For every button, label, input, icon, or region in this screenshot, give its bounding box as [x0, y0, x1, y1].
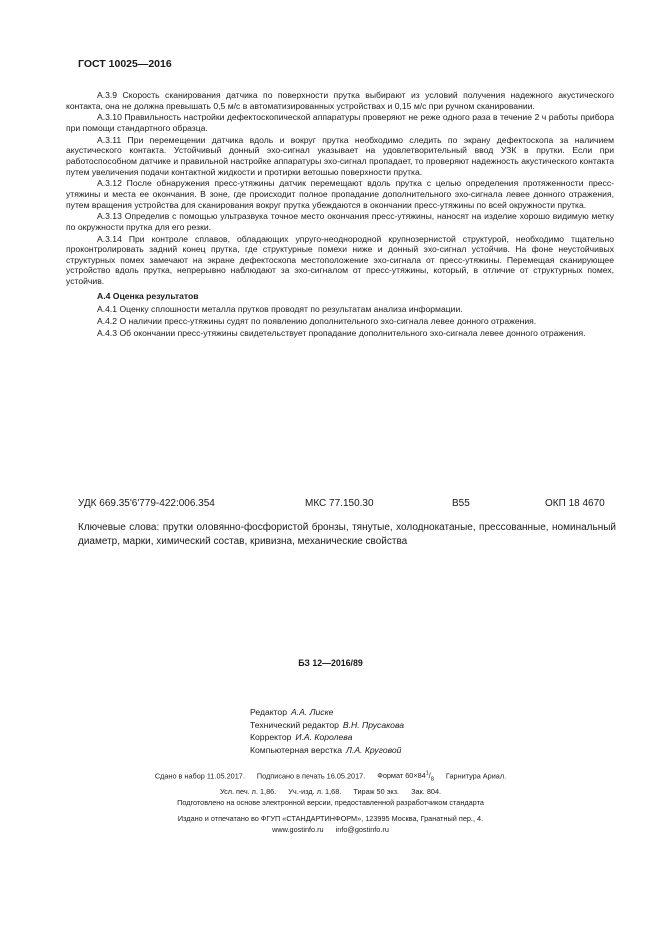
- okp-code: ОКП 18 4670: [545, 498, 605, 509]
- imprint-prepared: Подготовлено на основе электронной версии, предоставленной разработчиком стандарта: [177, 797, 484, 807]
- paragraph-a4-1: А.4.1 Оценку сплошности металла прутков проводят по результатам анализа информации.: [97, 304, 463, 315]
- credit-role: Технический редактор: [250, 719, 339, 730]
- imprint-contacts: [0, 824, 661, 835]
- paragraph-a3-10: А.3.10 Правильность настройки дефектоскопической аппаратуры проверяют не реже одного раза в течение 2 ч работы прибора при помощи стандартного образца.: [66, 112, 614, 133]
- credit-name: И.А. Королева: [295, 732, 353, 742]
- imprint-run: Тираж 50 экз.: [353, 786, 400, 796]
- paragraph-a3-13: А.3.13 Определив с помощью ультразвука точное место окончания пресс-утяжины, наносят на изделие хорошо видимую метку по окружности прутка для его резки.: [66, 211, 614, 232]
- credit-name: А.А. Лиске: [291, 707, 334, 717]
- credit-layout: [250, 744, 404, 757]
- page-header-doc-code: ГОСТ 10025—2016: [78, 58, 172, 70]
- imprint-print-details: [0, 769, 661, 808]
- paragraph-a3-14: А.3.14 При контроле сплавов, обладающих упруго-неоднородной крупнозернистой структурой, необходимо тщательно проконтролировать задний конец прутка, где структурные помехи ниже и донный эхо-сигнал устойчив. На фоне неустойчивых структурных помех замечают на экране дефектоскопа местоположение эхо-сигнала от пресс-утяжины. Перемещая сканирующее устройство вдоль прутка, непрерывно наблюдают за эхо-сигналом от пресс-утяжины, который, в отличие от структурных помех, устойчив.: [66, 233, 614, 287]
- udk-code: УДК 669.35'6'779-422:006.354: [78, 498, 215, 509]
- paragraph-a3-9: А.3.9 Скорость сканирования датчика по поверхности прутка выбирают из условий получения надежного акустического контакта, она не должна превышать 0,5 м/с в автоматизированных устройствах и 0,15 м/с при ручном сканировании.: [66, 90, 614, 111]
- mks-code: МКС 77.150.30: [305, 498, 374, 509]
- credits-block: [250, 706, 404, 756]
- credit-proofreader: [250, 731, 404, 744]
- credit-role: Корректор: [250, 732, 292, 742]
- paragraph-a4-2: А.4.2 О наличии пресс-утяжины судят по появлению дополнительного эхо-сигнала левее донного отражения.: [97, 316, 537, 326]
- imprint-format: Формат $60\times 84^1/_8$: [377, 771, 434, 783]
- email-link[interactable]: info@gostinfo.ru: [335, 825, 389, 834]
- credit-editor: [250, 706, 404, 719]
- document-body: [66, 90, 614, 340]
- paragraph-a4-3: А.4.3 Об окончании пресс-утяжины свидетельствует пропадание дополнительного эхо-сигнала левее донного отражения.: [97, 327, 586, 338]
- section-heading-a4: А.4 Оценка результатов: [97, 290, 199, 301]
- imprint-edition-sheets: Уч.-изд. л. 1,68.: [288, 786, 342, 796]
- website-link[interactable]: www.gostinfo.ru: [272, 825, 324, 834]
- credit-role: Редактор: [250, 707, 287, 717]
- group-code: В55: [452, 498, 470, 509]
- imprint-line-1: [0, 769, 661, 786]
- credit-name: В.Н. Прусакова: [342, 719, 405, 730]
- paragraph-a3-11: А.3.11 При перемещении датчика вдоль и вокруг прутка необходимо следить по экрану дефектоскопа за наличием акустического контакта. Устойчивый донный эхо-сигнал указывает на удовлетворительный ввод УЗК в прутки. Если при работоспособном датчике и правильной настройке аппаратуры эхо-сигнал пропадает, то проверяют надежность акустического контакта путем увеличения подачи контактной жидкости и протирки ветошью поверхности прутка.: [66, 134, 614, 177]
- imprint-typeface: Гарнитура Ариал.: [445, 771, 507, 781]
- imprint-publisher-block: [0, 813, 661, 835]
- imprint-signed: Подписано в печать 16.05.2017.: [256, 771, 366, 781]
- credit-name: Л.А. Круговой: [346, 744, 402, 755]
- keywords: Ключевые слова: прутки оловянно-фосфористой бронзы, тянутые, холоднокатаные, прессованные, номинальный диаметр, марки, химический состав, кривизна, механические свойства: [78, 522, 616, 547]
- imprint-order: Зак. 804.: [411, 786, 442, 796]
- credit-tech-editor: [250, 719, 404, 732]
- credit-role: Компьютерная верстка: [250, 744, 343, 755]
- imprint-line-2: [0, 786, 661, 797]
- imprint-print-sheets: Усл. печ. л. 1,86.: [219, 786, 277, 796]
- imprint-publisher: Издано и отпечатано во ФГУП «СТАНДАРТИНФОРМ», 123995 Москва, Гранатный пер., 4.: [177, 814, 484, 823]
- imprint-submitted: Сдано в набор 11.05.2017.: [154, 771, 245, 781]
- paragraph-a3-12: А.3.12 После обнаружения пресс-утяжины датчик перемещают вдоль прутка с целью определения протяженности пресс-утяжины и места ее окончания. В зоне, где происходит полное пропадание дополнительного эхо-сигнала левее донного отражения, путем вращения устройства для сканирования вокруг прутка убеждаются в окончании пресс-утяжины по всей окружности прутка.: [66, 178, 614, 210]
- bz-number: БЗ 12—2016/89: [298, 658, 363, 668]
